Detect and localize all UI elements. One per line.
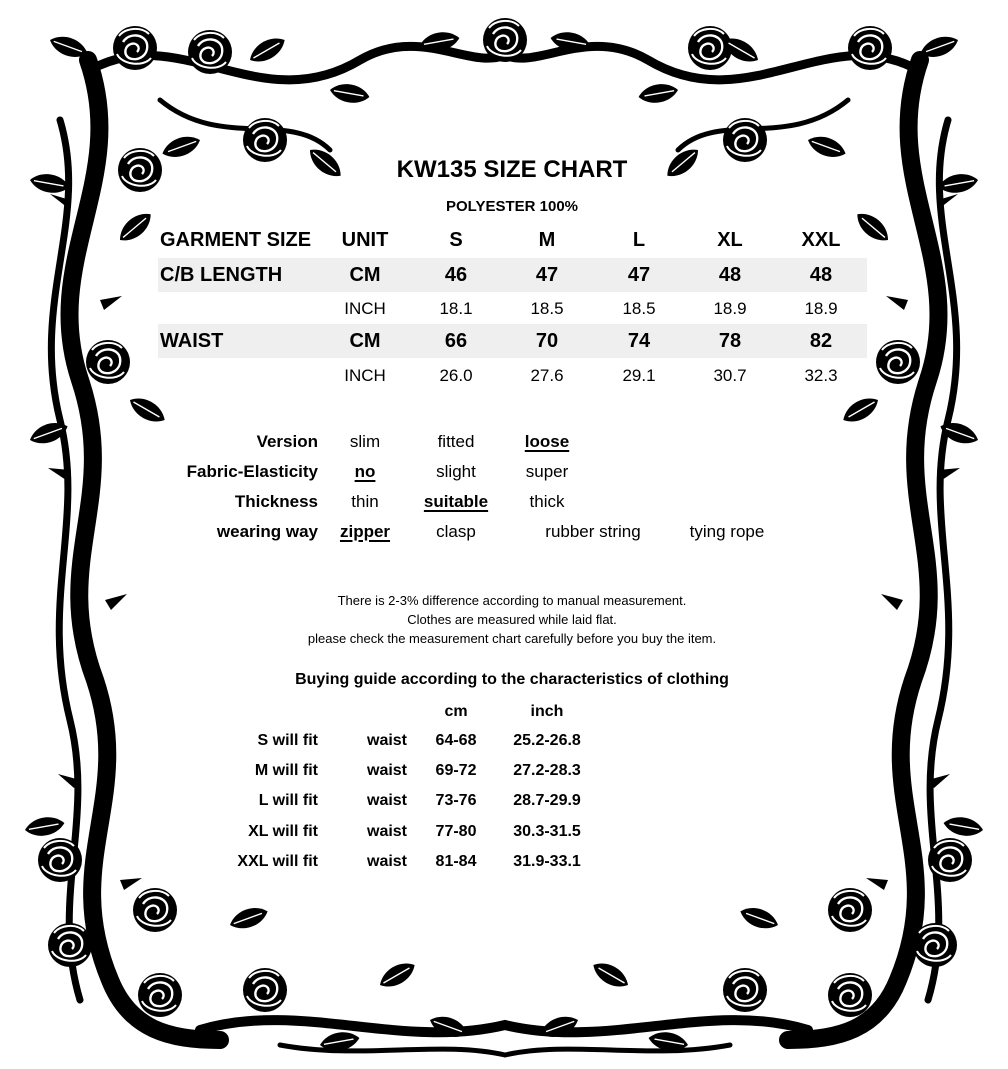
buying-guide-col-cm: cm bbox=[444, 703, 468, 720]
cell-xl: 18.9 bbox=[713, 299, 747, 318]
attribute-label: Version bbox=[256, 432, 318, 451]
cell-xxl: 82 bbox=[809, 330, 833, 352]
row-shade-waist bbox=[158, 324, 867, 358]
header-size-m: M bbox=[538, 229, 556, 251]
guide-inch: 28.7-29.9 bbox=[513, 792, 581, 809]
row-unit: INCH bbox=[344, 299, 386, 318]
option-thin: thin bbox=[351, 492, 379, 511]
guide-size: XL will fit bbox=[248, 823, 318, 840]
header-size-l: L bbox=[632, 229, 646, 251]
row-unit: CM bbox=[349, 330, 381, 352]
header-garment-size: GARMENT SIZE bbox=[160, 229, 312, 251]
attribute-label: wearing way bbox=[216, 522, 318, 541]
option-tying-rope: tying rope bbox=[689, 522, 765, 541]
cell-l: 29.1 bbox=[622, 366, 656, 385]
header-size-s: S bbox=[449, 229, 463, 251]
note-line: There is 2-3% difference according to manual measurement. bbox=[337, 593, 687, 608]
cell-xl: 78 bbox=[718, 330, 742, 352]
cell-m: 70 bbox=[535, 330, 559, 352]
buying-guide-col-inch: inch bbox=[530, 703, 564, 720]
cell-xxl: 48 bbox=[809, 264, 833, 286]
guide-part: waist bbox=[366, 823, 408, 840]
attribute-label: Fabric-Elasticity bbox=[186, 462, 318, 481]
option-super: super bbox=[525, 462, 569, 481]
guide-size: XXL will fit bbox=[237, 853, 318, 870]
guide-part: waist bbox=[366, 792, 408, 809]
header-unit: UNIT bbox=[341, 229, 389, 251]
attribute-label: Thickness bbox=[234, 492, 318, 511]
guide-part: waist bbox=[366, 732, 408, 749]
row-unit: INCH bbox=[344, 366, 386, 385]
cell-l: 74 bbox=[627, 330, 651, 352]
option-rubber-string: rubber string bbox=[545, 522, 641, 541]
guide-size: L will fit bbox=[258, 792, 318, 809]
guide-part: waist bbox=[366, 762, 408, 779]
option-loose-selected: loose bbox=[524, 432, 570, 451]
cell-xxl: 32.3 bbox=[804, 366, 838, 385]
option-clasp: clasp bbox=[436, 522, 476, 541]
page-title: KW135 SIZE CHART bbox=[396, 156, 628, 183]
cell-xl: 30.7 bbox=[713, 366, 747, 385]
row-unit: CM bbox=[349, 264, 381, 286]
cell-xl: 48 bbox=[718, 264, 742, 286]
guide-inch: 27.2-28.3 bbox=[513, 762, 581, 779]
guide-cm: 77-80 bbox=[435, 823, 477, 840]
guide-inch: 25.2-26.8 bbox=[513, 732, 581, 749]
guide-inch: 30.3-31.5 bbox=[513, 823, 581, 840]
buying-guide-title: Buying guide according to the characteristics of clothing bbox=[295, 671, 729, 688]
cell-l: 18.5 bbox=[622, 299, 656, 318]
cell-s: 46 bbox=[444, 264, 468, 286]
guide-cm: 73-76 bbox=[435, 792, 477, 809]
guide-cm: 69-72 bbox=[435, 762, 477, 779]
option-fitted: fitted bbox=[437, 432, 475, 451]
cell-s: 18.1 bbox=[439, 299, 473, 318]
note-line: Clothes are measured while laid flat. bbox=[407, 612, 617, 627]
cell-m: 27.6 bbox=[530, 366, 564, 385]
cell-s: 66 bbox=[444, 330, 468, 352]
cell-m: 18.5 bbox=[530, 299, 564, 318]
cell-s: 26.0 bbox=[439, 366, 473, 385]
row-label: WAIST bbox=[160, 330, 224, 352]
header-size-xxl: XXL bbox=[801, 229, 841, 251]
option-thick: thick bbox=[529, 492, 565, 511]
guide-cm: 81-84 bbox=[435, 853, 477, 870]
guide-cm: 64-68 bbox=[435, 732, 477, 749]
guide-size: M will fit bbox=[254, 762, 318, 779]
guide-part: waist bbox=[366, 853, 408, 870]
row-label: C/B LENGTH bbox=[160, 264, 283, 286]
option-suitable-selected: suitable bbox=[423, 492, 489, 511]
cell-xxl: 18.9 bbox=[804, 299, 838, 318]
guide-size: S will fit bbox=[257, 732, 318, 749]
option-zipper-selected: zipper bbox=[339, 522, 391, 541]
note-line: please check the measurement chart carefully before you buy the item. bbox=[307, 631, 717, 646]
guide-inch: 31.9-33.1 bbox=[513, 853, 581, 870]
material-label: POLYESTER 100% bbox=[445, 198, 579, 215]
option-no-selected: no bbox=[354, 462, 376, 481]
option-slight: slight bbox=[436, 462, 476, 481]
header-size-xl: XL bbox=[717, 229, 743, 251]
option-slim: slim bbox=[349, 432, 381, 451]
cell-l: 47 bbox=[627, 264, 651, 286]
cell-m: 47 bbox=[535, 264, 559, 286]
